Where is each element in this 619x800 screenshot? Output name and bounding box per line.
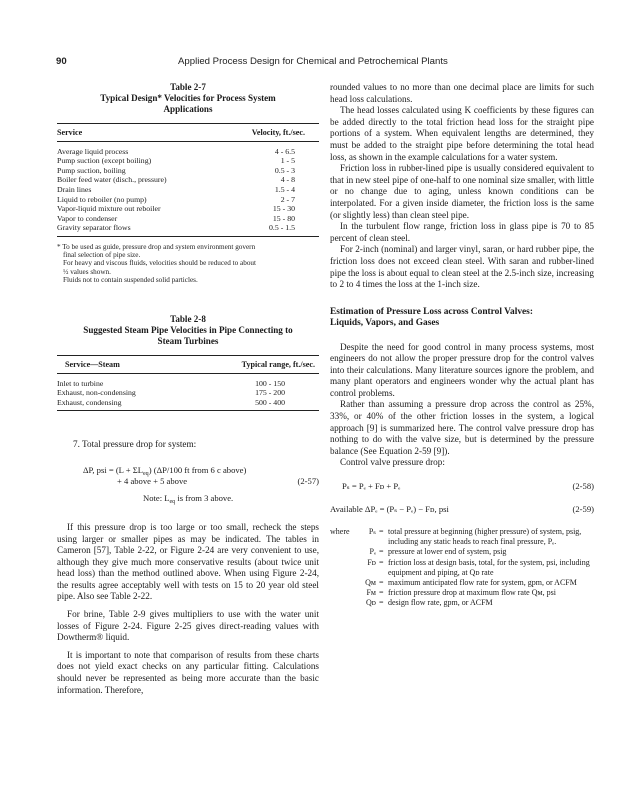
row-service: Liquid to reboiler (no pump)	[57, 194, 147, 204]
table-row	[57, 185, 319, 195]
row-service: Pump suction, boiling	[57, 165, 126, 175]
row-service: Exhaust, non-condensing	[57, 388, 136, 398]
paragraph: rounded values to no more than one decimal place are limits for such head loss calculations.	[330, 82, 594, 104]
row-value: 0.5 - 1.5	[219, 223, 319, 236]
row-value: 175 - 200	[255, 388, 285, 398]
definition-text: friction pressure drop at maximum flow rate Qᴍ, psi	[388, 588, 556, 598]
eq-a-sub: eq	[143, 470, 149, 477]
eq-a-prefix: ΔP, psi = (L + ΣL	[83, 464, 144, 475]
where-label: where	[330, 527, 350, 537]
definition-text: maximum anticipated flow rate for system, gpm, or ACFM	[388, 578, 577, 588]
row-value: 4 - 6.5	[274, 146, 295, 156]
definition-symbol: Qᴅ	[366, 598, 376, 608]
running-title: Applied Process Design for Chemical and Petrochemical Plants	[178, 56, 448, 67]
table-2-8-col-service: Service—Steam	[57, 355, 189, 373]
section-heading	[330, 307, 594, 330]
definition-text: friction loss at design basis, total, for the system, psi, including equipment and piping, at Qᴅ rate	[388, 557, 590, 577]
paragraph: If this pressure drop is too large or too small, recheck the steps using larger or smaller pipes as may be indicated. The tables in Cameron [57], Table 2-22, or Figure 2-24 are very convenient to use, although they give much more conservative results (about twice unit head loss) than the method outlined above. When using Figure 2-24, the results agree acceptably well with tests on 15 to 20 year old steel pipe. Also see Table 2-22.	[57, 521, 319, 602]
table-row	[57, 141, 319, 156]
paragraph: Despite the need for good control in many process systems, most engineers do not allow the proper pressure drop for the control valves into their calculations. Many literature sources ignore the problem, and many plant operators and engineers wonder why the actual plant has control problems.	[330, 341, 594, 398]
section-heading-line2: Liquids, Vapors, and Gases	[330, 318, 440, 329]
definition-text: pressure at lower end of system, psig	[388, 547, 507, 557]
equation-2-58	[330, 481, 594, 492]
paragraph: The head losses calculated using K coefficients by these figures can be added directly to the total friction head loss for the straight pipe portions of a system. When equivalent lengths are determined, they must be added to the straight pipe before determining the total head loss, as shown in the example calculations for a water system.	[330, 105, 594, 162]
row-service: Drain lines	[57, 184, 92, 194]
definition-row	[330, 578, 594, 588]
definition-row	[330, 588, 594, 598]
definition-text: total pressure at beginning (higher pressure) of system, psig, including any static heads to reach final pressure, Pₑ.	[388, 527, 582, 547]
footnote-line: * To be used as guide, pressure drop and system environment govern	[57, 242, 256, 251]
paragraph: For 2-inch (nominal) and larger vinyl, saran, or hard rubber pipe, the friction loss does not exceed clean steel. With saran and rubber-lined pipe the loss is about equal to clean steel at the 2.5-inch size, increasing to 2 to 4 times the loss at the 1-inch size.	[330, 244, 594, 290]
table-2-8-col-velocity: Typical range, ft./sec.	[189, 355, 319, 373]
table-row	[57, 223, 319, 236]
footnote-line: Fluids not to contain suspended solid particles.	[63, 275, 198, 284]
row-service: Inlet to turbine	[57, 378, 104, 388]
eq58: Pₛ = Pₑ + Fᴅ + Pₑ	[342, 481, 401, 492]
table-row	[57, 156, 319, 166]
row-service: Average liquid process	[57, 146, 129, 156]
row-value: 1 - 5	[280, 156, 295, 166]
table-2-7	[57, 123, 319, 237]
equals-sign: =	[379, 557, 384, 567]
row-service: Boiler feed water (disch., pressure)	[57, 175, 167, 185]
footnote-line: final selection of pipe size.	[63, 251, 141, 260]
table-2-7-col-velocity: Velocity, ft./sec.	[219, 124, 319, 142]
row-service: Vapor-liquid mixture out reboiler	[57, 204, 161, 214]
row-value: 15 - 30	[272, 204, 295, 214]
equation-2-59	[330, 504, 594, 515]
paragraph: Control valve pressure drop:	[340, 457, 445, 468]
table-row	[57, 398, 319, 411]
definition-symbol: Pₛ	[368, 527, 376, 537]
row-value: 2 - 7	[280, 194, 295, 204]
definition-row	[330, 598, 594, 608]
step-7-heading: 7. Total pressure drop for system:	[73, 439, 197, 450]
footnote-line: For heavy and viscous fluids, velocities should be reduced to about	[63, 259, 257, 268]
definitions-list	[330, 527, 594, 609]
note-suffix: is from 3 above.	[175, 492, 234, 503]
equation-number: (2-58)	[572, 481, 594, 492]
table-2-7-title-line1: Typical Design* Velocities for Process System	[100, 93, 276, 103]
row-service: Gravity separator flows	[57, 223, 219, 236]
table-2-8-caption	[57, 314, 319, 347]
table-2-7-col-service: Service	[57, 124, 219, 142]
page-number: 90	[56, 56, 67, 67]
row-value: 500 - 400	[189, 398, 319, 411]
row-value: 15 - 80	[272, 213, 295, 223]
equals-sign: =	[379, 527, 384, 537]
row-service: Pump suction (except boiling)	[57, 156, 152, 166]
definition-row	[330, 558, 594, 578]
table-row	[57, 373, 319, 388]
table-row	[57, 195, 319, 205]
row-service: Exhaust, condensing	[57, 398, 189, 411]
table-row	[57, 214, 319, 224]
paragraph: It is important to note that comparison of results from these charts does not yield exact checks on any particular fitting. Calculations should never be represented as being more accurate than the basic information. Therefore,	[57, 649, 319, 695]
table-row	[57, 175, 319, 185]
equation-2-57-line2	[57, 476, 319, 487]
table-2-7-caption	[57, 82, 319, 115]
equation-number: (2-57)	[297, 475, 319, 486]
paragraph: For brine, Table 2-9 gives multipliers to use with the water unit losses of Figure 2-24. Figure 2-25 gives direct-reading values with Dowtherm® liquid.	[57, 609, 319, 643]
note-sub: eq	[169, 498, 176, 505]
equals-sign: =	[379, 588, 384, 598]
paragraph: Rather than assuming a pressure drop across the control as 25%, 33%, or 40% of the other friction losses in the system, a logical approach [9] is summarized here. The control valve pressure drop has nothing to do with the valve size, but is determined by the pressure balance (See Equation 2-59 [9]).	[330, 399, 594, 456]
table-2-8-number: Table 2-8	[170, 313, 206, 324]
equals-sign: =	[379, 578, 384, 588]
right-column	[330, 82, 594, 609]
eq-b: + 4 above + 5 above	[117, 475, 188, 486]
table-row	[57, 388, 319, 398]
table-2-7-footnotes	[57, 243, 319, 284]
row-value: 0.5 - 3	[274, 165, 295, 175]
section-heading-line1: Estimation of Pressure Loss across Control Valves:	[330, 306, 533, 317]
left-column	[57, 82, 319, 696]
definition-symbol: Pₑ	[369, 547, 376, 557]
definition-symbol: Qᴍ	[365, 578, 376, 588]
equation-note	[57, 493, 319, 504]
row-value: 4 - 8	[280, 175, 295, 185]
table-row	[57, 166, 319, 176]
eq-a-suffix: ) (ΔP/100 ft from 6 c above)	[148, 464, 247, 475]
table-2-8	[57, 355, 319, 411]
equation-2-57	[57, 465, 319, 476]
table-2-8-title-line1: Suggested Steam Pipe Velocities in Pipe Connecting to	[83, 324, 293, 335]
equals-sign: =	[379, 598, 384, 608]
definition-text: design flow rate, gpm, or ACFM	[388, 598, 493, 608]
table-2-8-title-line2: Steam Turbines	[157, 335, 219, 346]
paragraph: In the turbulent flow range, friction loss in glass pipe is 70 to 85 percent of clean steel.	[330, 221, 594, 243]
equation-number: (2-59)	[572, 504, 594, 515]
definition-symbol: Fᴍ	[366, 588, 376, 598]
paragraph: Friction loss in rubber-lined pipe is usually considered equivalent to that in new steel pipe of one-half to one nominal size smaller, with little or no change due to aging, unless known conditions can be interpolated. For a given inside diameter, the friction loss is the same (or slightly less) than clean steel pipe.	[330, 163, 594, 220]
footnote-line: ½ values shown.	[63, 267, 111, 276]
table-2-7-title-line2: Applications	[163, 104, 213, 114]
table-row	[57, 204, 319, 214]
definition-symbol: Fᴅ	[367, 557, 376, 567]
equals-sign: =	[379, 547, 384, 557]
definition-row	[330, 527, 594, 547]
row-service: Vapor to condenser	[57, 213, 118, 223]
table-2-7-number: Table 2-7	[170, 82, 206, 92]
eq59: Available ΔPₑ = (Pₛ − Pₑ) − Fᴅ, psi	[330, 504, 449, 515]
row-value: 1.5 - 4	[274, 184, 295, 194]
row-value: 100 - 150	[255, 378, 285, 388]
definition-row	[330, 547, 594, 557]
note-prefix: Note: L	[143, 492, 170, 503]
